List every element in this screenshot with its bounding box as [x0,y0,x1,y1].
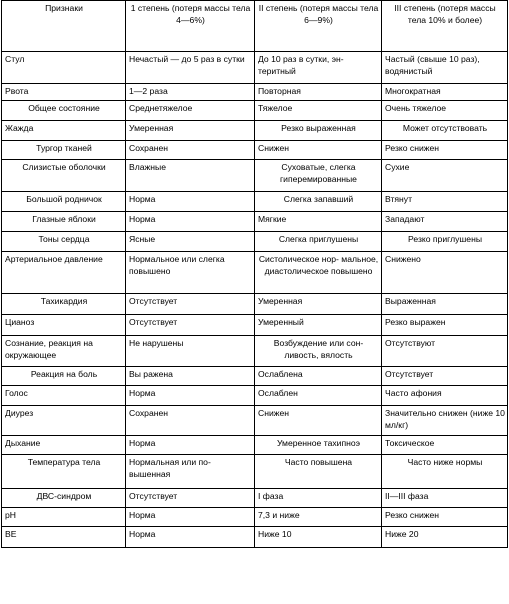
row-label: Глазные яблоки [2,212,126,232]
row-label: Тахикардия [2,294,126,315]
table-row [2,141,508,160]
degree-2-cell: Тяжелое [255,101,382,121]
degree-2-cell: Ослаблен [255,386,382,406]
page-margin [0,562,509,604]
row-label: Дыхание [2,436,126,455]
degree-3-cell: Ниже 20 [382,527,508,548]
degree-1-cell: Сохранен [126,141,255,160]
degree-2-cell: До 10 раз в сутки, эн- теритный [255,52,382,84]
degree-2-cell: Резко выраженная [255,121,382,141]
row-label: Большой родничок [2,192,126,212]
table-row [2,294,508,315]
row-label: Температура тела [2,455,126,489]
degree-3-cell: Значительно снижен (ниже 10 мл/кг) [382,406,508,436]
degree-3-cell: Может отсутствовать [382,121,508,141]
table-row [2,192,508,212]
table-row [2,508,508,527]
degree-2-cell: Повторная [255,84,382,101]
degree-1-cell: Норма [126,508,255,527]
degree-3-cell: Многократная [382,84,508,101]
degree-1-cell: Нормальное или слегка повышено [126,252,255,294]
row-label: Сознание, реакция на окружающее [2,336,126,367]
row-label: Слизистые оболочки [2,160,126,192]
degree-1-cell: 1—2 раза [126,84,255,101]
degree-3-cell: Резко приглушены [382,232,508,252]
table-row [2,336,508,367]
degree-3-cell: Втянут [382,192,508,212]
table-row [2,101,508,121]
table-row [2,121,508,141]
degree-1-cell: Вы ражена [126,367,255,386]
degree-1-cell: Не нарушены [126,336,255,367]
degree-2-cell: Слегка приглушены [255,232,382,252]
degree-1-cell: Умеренная [126,121,255,141]
row-label: Цианоз [2,315,126,336]
degree-1-cell: Норма [126,212,255,232]
degree-1-cell: Норма [126,386,255,406]
header-degree-3: III степень (потеря массы тела 10% и более) [382,1,508,52]
degree-2-cell: Часто повышена [255,455,382,489]
degree-1-cell: Отсутствует [126,294,255,315]
degree-2-cell: Умеренная [255,294,382,315]
degree-3-cell: Резко снижен [382,141,508,160]
table-row [2,386,508,406]
degree-2-cell: Возбуждение или сон- ливость, вялость [255,336,382,367]
degree-2-cell: Снижен [255,406,382,436]
degree-1-cell: Среднетяжелое [126,101,255,121]
degree-3-cell: Снижено [382,252,508,294]
table-row [2,436,508,455]
row-label: Общее состояние [2,101,126,121]
degree-1-cell: Нечастый — до 5 раз в сутки [126,52,255,84]
degree-2-cell: Мягкие [255,212,382,232]
table-row [2,315,508,336]
row-label: Диурез [2,406,126,436]
header-degree-2: II степень (потеря массы тела 6—9%) [255,1,382,52]
row-label: Артериальное давление [2,252,126,294]
degree-3-cell: II—III фаза [382,489,508,508]
degree-2-cell: Ослаблена [255,367,382,386]
table-row [2,212,508,232]
degree-3-cell: Выраженная [382,294,508,315]
row-label: Тургор тканей [2,141,126,160]
degree-2-cell: Снижен [255,141,382,160]
row-label: BE [2,527,126,548]
table-row [2,52,508,84]
row-label: Тоны сердца [2,232,126,252]
row-label: pH [2,508,126,527]
header-row [2,1,508,52]
degree-1-cell: Ясные [126,232,255,252]
degree-1-cell: Норма [126,527,255,548]
degree-3-cell: Токсическое [382,436,508,455]
row-label: ДВС-синдром [2,489,126,508]
row-label: Рвота [2,84,126,101]
degree-3-cell: Часто афония [382,386,508,406]
dehydration-degrees-table [1,0,508,548]
degree-3-cell: Очень тяжелое [382,101,508,121]
table-row [2,232,508,252]
degree-2-cell: 7,3 и ниже [255,508,382,527]
row-label: Жажда [2,121,126,141]
degree-3-cell: Резко выражен [382,315,508,336]
degree-1-cell: Норма [126,192,255,212]
degree-3-cell: Отсутствует [382,367,508,386]
degree-3-cell: Отсутствуют [382,336,508,367]
degree-2-cell: Систолическое нор- мальное, диастолическое повышено [255,252,382,294]
degree-3-cell: Западают [382,212,508,232]
degree-2-cell: Слегка запавший [255,192,382,212]
degree-2-cell: Умеренный [255,315,382,336]
table-row [2,84,508,101]
table-row [2,160,508,192]
degree-2-cell: Суховатые, слегка гиперемированные [255,160,382,192]
degree-2-cell: Ниже 10 [255,527,382,548]
degree-1-cell: Отсутствует [126,489,255,508]
table-row [2,252,508,294]
table-row [2,367,508,386]
row-label: Голос [2,386,126,406]
degree-3-cell: Резко снижен [382,508,508,527]
table-row [2,489,508,508]
degree-1-cell: Влажные [126,160,255,192]
degree-2-cell: I фаза [255,489,382,508]
row-label: Реакция на боль [2,367,126,386]
row-label: Стул [2,52,126,84]
header-signs: Признаки [2,1,126,52]
degree-3-cell: Часто ниже нормы [382,455,508,489]
degree-2-cell: Умеренное тахипноэ [255,436,382,455]
table-row [2,455,508,489]
degree-3-cell: Частый (свыше 10 раз), водянистый [382,52,508,84]
table-row [2,406,508,436]
table-row [2,527,508,548]
degree-1-cell: Норма [126,436,255,455]
degree-3-cell: Сухие [382,160,508,192]
degree-1-cell: Сохранен [126,406,255,436]
degree-1-cell: Отсутствует [126,315,255,336]
header-degree-1: 1 степень (потеря массы тела 4—6%) [126,1,255,52]
degree-1-cell: Нормальная или по- вышенная [126,455,255,489]
